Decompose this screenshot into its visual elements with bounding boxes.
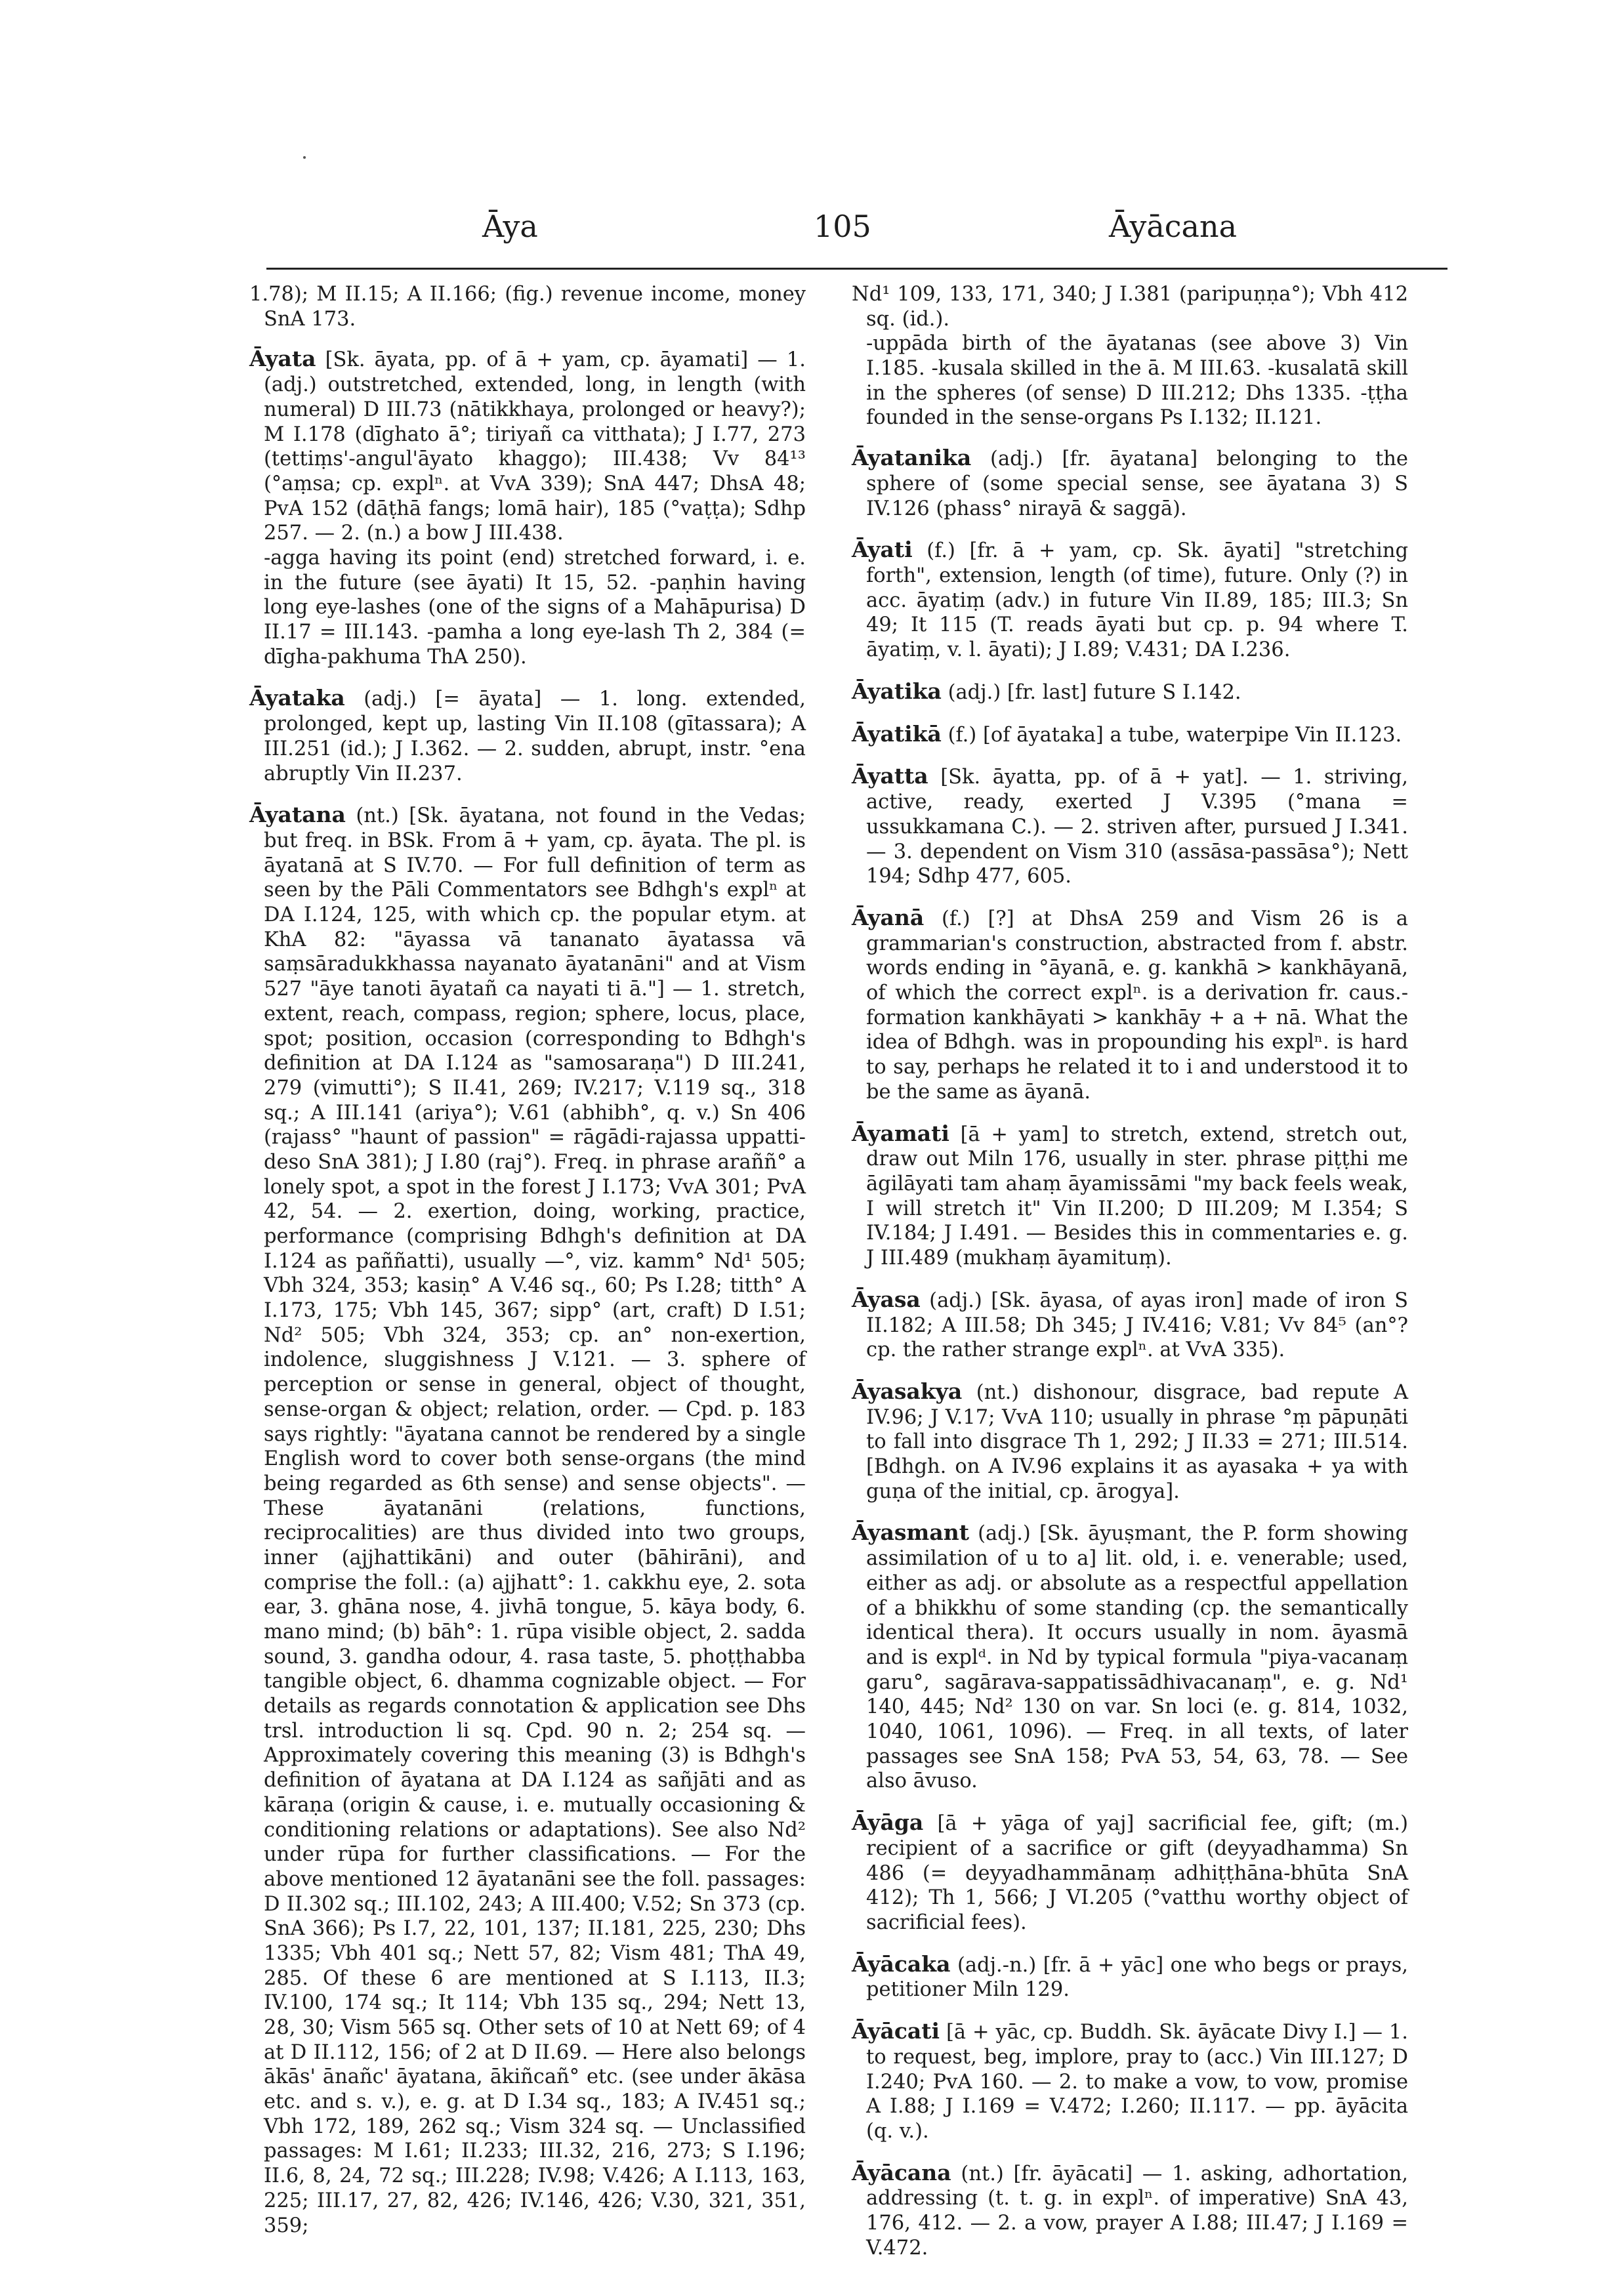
entry-paragraph: [852, 1287, 1408, 1363]
entry-text: (f.) [of āyataka] a tube, waterpipe Vin II.123.: [947, 723, 1402, 747]
dictionary-entry: [852, 1287, 1408, 1363]
entry-paragraph: [852, 1378, 1408, 1504]
entry-headword: Āyācati: [852, 2018, 940, 2044]
header-rule: [266, 268, 1447, 270]
dictionary-entry: [249, 282, 806, 331]
dictionary-entry: [852, 721, 1408, 748]
dictionary-entry: [852, 537, 1408, 663]
entry-text: (f.) [?] at DhsA 259 and Vism 26 is a grammarian's construction, abstracted from f. abstr. words ending in °āyanā, e. g. kankhā > kankhāyanā, of which the correct explⁿ. is a derivation fr. caus.-formation kankhāyati > kankhāy + a + nā. What the idea of Bdhgh. was in propounding his explⁿ. is hard to say, perhaps he related it to i and understood it to be the same as āyanā.: [866, 907, 1408, 1104]
entry-text: [ā + yam] to stretch, extend, stretch out, draw out Miln 176, usually in ster. phrase piṭṭhi me āgilāyati tam ahaṃ āyamissāmi "my back feels weak, I will stretch it" Vin II.200; D III.209; M I.354; S IV.184; J I.491. — Besides this in commentaries e. g. J III.489 (mukhaṃ āyamituṃ).: [866, 1123, 1408, 1270]
entry-paragraph: [852, 905, 1408, 1105]
entry-text: (adj.) [Sk. āyasa, of ayas iron] made of iron S II.182; A III.58; Dh 345; J IV.416; V.81; Vv 84⁵ (an°? cp. the rather strange explⁿ. at VvA 335).: [866, 1289, 1408, 1362]
entry-text: [ā + yāc, cp. Buddh. Sk. āyācate Divy I.] — 1. to request, beg, implore, pray to (acc.) Vin III.127; D I.240; PvA 160. — 2. to make a vow, to vow, promise A I.88; J I.169 = V.472; I.260; II.117. — pp. āyācita (q. v.).: [866, 2021, 1408, 2143]
left-column: [249, 282, 806, 2254]
entry-headword: Āyanā: [852, 904, 925, 930]
entry-headword: Āyasmant: [852, 1520, 969, 1546]
entry-text: (f.) [fr. ā + yam, cp. Sk. āyati] "stretching forth", extension, length (of time), future. Only (?) in acc. āyatiṃ (adv.) in future Vin II.89, 185; III.3; Sn 49; It 115 (T. reads āyati but cp. p. 94 where T. āyatiṃ, v. l. āyati); J I.89; V.431; DA I.236.: [866, 539, 1408, 662]
entry-headword: Āyati: [852, 537, 913, 563]
right-column: [852, 282, 1408, 2276]
page-speck: [303, 156, 306, 159]
entry-paragraph: [249, 802, 806, 2238]
dictionary-entry: [852, 445, 1408, 521]
dictionary-entry: [249, 802, 806, 2238]
page-number: 105: [814, 209, 871, 244]
entry-text: (adj.) [= āyata] — 1. long. extended, prolonged, kept up, lasting Vin II.108 (gītassara); A III.251 (id.); J I.362. — 2. sudden, abrupt, instr. °ena abruptly Vin II.237.: [264, 688, 806, 785]
entry-paragraph: [852, 763, 1408, 889]
dictionary-entry: [852, 1121, 1408, 1271]
entry-headword: Āyatanika: [852, 445, 972, 471]
entry-headword: Āyatikā: [852, 720, 942, 747]
entry-text: (adj.-n.) [fr. ā + yāc] one who begs or prays, petitioner Miln 129.: [866, 1953, 1408, 2002]
entry-headword: Āyasa: [852, 1286, 921, 1312]
entry-paragraph: [249, 546, 806, 669]
entry-headword: Āyāga: [852, 1809, 924, 1836]
dictionary-entry: [249, 685, 806, 786]
entry-headword: Āyamati: [852, 1120, 949, 1146]
entry-headword: Āyatana: [249, 802, 346, 828]
running-head-left: Āya: [482, 209, 538, 244]
dictionary-entry: [852, 1951, 1408, 2002]
entry-paragraph: [852, 2160, 1408, 2261]
dictionary-entry: [852, 1520, 1408, 1794]
entry-headword: Āyata: [249, 346, 316, 372]
entry-paragraph: [852, 721, 1408, 748]
dictionary-entry: [852, 282, 1408, 430]
dictionary-entry: [852, 678, 1408, 705]
entry-headword: Āyatta: [852, 763, 928, 789]
entry-text: (adj.) [Sk. āyuṣmant, the P. form showing assimilation of u to a] lit. old, i. e. venerable; used, either as adj. or absolute as a respectful appellation of a bhikkhu of some standing (cp. the semantically identical thera). It occurs usually in nom. āyasmā and is explᵈ. in Nd by typical formula "piya-vacanaṃ garu°, sagārava-sappatissādhivacanaṃ", e. g. Nd¹ 140, 445; Nd² 130 on var. Sn loci (e. g. 814, 1032, 1040, 1061, 1096). — Freq. in all texts, of later passages see SnA 158; PvA 53, 54, 63, 78. — See also āvuso.: [866, 1522, 1408, 1793]
entry-paragraph: [249, 685, 806, 786]
dictionary-entry: [852, 2018, 1408, 2144]
entry-text: 1.78); M II.15; A II.166; (fig.) revenue income, money SnA 173.: [249, 283, 806, 331]
entry-paragraph: [852, 678, 1408, 705]
dictionary-entry: [852, 1378, 1408, 1504]
entry-paragraph: [852, 1809, 1408, 1935]
entry-paragraph: [249, 346, 806, 546]
entry-text: -uppāda birth of the āyatanas (see above 3) Vin I.185. -kusala skilled in the ā. M III.63. -kusalatā skill in the spheres (of sense) D III.212; Dhs 1335. -ṭṭha founded in the sense-organs Ps I.132; II.121.: [866, 332, 1408, 430]
entry-text: [Sk. āyatta, pp. of ā + yat]. — 1. striving, active, ready, exerted J V.395 (°mana = ussukkamana C.). — 2. striven after, pursued J I.341. — 3. dependent on Vism 310 (assāsa-passāsa°); Nett 194; Sdhp 477, 605.: [866, 766, 1408, 888]
dictionary-entry: [852, 905, 1408, 1105]
entry-headword: Āyācana: [852, 2159, 951, 2185]
entry-text: [Sk. āyata, pp. of ā + yam, cp. āyamati] — 1. (adj.) outstretched, extended, long, in length (with numeral) D III.73 (nātikkhaya, prolonged or heavy?); M I.178 (dīghato ā°; tiriyañ ca vitthata); J I.77, 273 (tettiṃs'-angul'āyato khaggo); III.438; Vv 84¹³ (°aṃsa; cp. explⁿ. at VvA 339); SnA 447; DhsA 48; PvA 152 (dāṭhā fangs; lomā hair), 185 (°vaṭṭa); Sdhp 257. — 2. (n.) a bow J III.438.: [264, 348, 806, 545]
entry-paragraph: [852, 1520, 1408, 1794]
entry-text: (adj.) [fr. āyatana] belonging to the sphere of (some special sense, see āyatana 3) S IV.126 (phass° nirayā & saggā).: [866, 447, 1408, 520]
dictionary-entry: [852, 763, 1408, 889]
entry-paragraph: [852, 331, 1408, 430]
entry-text: (nt.) [fr. āyācati] — 1. asking, adhortation, addressing (t. t. g. in explⁿ. of imperative) SnA 43, 176, 412. — 2. a vow, prayer A I.88; III.47; J I.169 = V.472.: [866, 2162, 1409, 2260]
entry-paragraph: [852, 282, 1408, 331]
entry-text: -agga having its point (end) stretched forward, i. e. in the future (see āyati) It 15, 52. -paṇhin having long eye-lashes (one of the signs of a Mahāpurisa) D II.17 = III.143. -pamha a long eye-lash Th 2, 384 (= dīgha-pakhuma ThA 250).: [264, 546, 806, 669]
dictionary-entry: [852, 1809, 1408, 1935]
entry-paragraph: [852, 2018, 1408, 2144]
running-head-right: Āyācana: [1109, 209, 1238, 244]
dictionary-entry: [852, 2160, 1408, 2261]
entry-paragraph: [852, 445, 1408, 521]
entry-paragraph: [249, 282, 806, 331]
entry-headword: Āyācaka: [852, 1951, 951, 1977]
entry-headword: Āyataka: [249, 685, 345, 711]
entry-paragraph: [852, 1951, 1408, 2002]
entry-headword: Āyatika: [852, 678, 942, 704]
entry-text: [ā + yāga of yaj] sacrificial fee, gift; (m.) recipient of a sacrifice or gift (deyyadhamma) Sn 486 (= deyyadhammānaṃ adhiṭṭhāna-bhūta SnA 412); Th 1, 566; J VI.205 (°vatthu worthy object of sacrificial fees).: [866, 1812, 1408, 1934]
entry-text: Nd¹ 109, 133, 171, 340; J I.381 (paripuṇṇa°); Vbh 412 sq. (id.).: [852, 283, 1408, 331]
entry-text: (nt.) dishonour, disgrace, bad repute A IV.96; J V.17; VvA 110; usually in phrase °ṃ pāpuṇāti to fall into disgrace Th 1, 292; J II.33 = 271; III.514. [Bdhgh. on A IV.96 explains it as ayasaka + ya with guṇa of the initial, cp. ārogya].: [866, 1380, 1408, 1503]
dictionary-entry: [249, 346, 806, 669]
entry-text: (adj.) [fr. last] future S I.142.: [947, 680, 1241, 704]
entry-text: (nt.) [Sk. āyatana, not found in the Vedas; but freq. in BSk. From ā + yam, cp. āyata. The pl. is āyatanā at S IV.70. — For full definition of term as seen by the Pāli Commentators see Bdhgh's explⁿ at DA I.124, 125, with which cp. the popular etym. at KhA 82: "āyassa vā tananato āyatassa vā saṃsāradukkhassa nayanato āyatanāni" and at Vism 527 "āye tanoti āyatañ ca nayati ti ā."] — 1. stretch, extent, reach, compass, region; sphere, locus, place, spot; position, occasion (corresponding to Bdhgh's definition at DA I.124 as "samosaraṇa") D III.241, 279 (vimutti°); S II.41, 269; IV.217; V.119 sq., 318 sq.; A III.141 (ariya°); V.61 (abhibh°, q. v.) Sn 406 (rajass° "haunt of passion" = rāgādi-rajassa uppatti-deso SnA 381); J I.80 (raj°). Freq. in phrase araññ° a lonely spot, a spot in the forest J I.173; VvA 301; PvA 42, 54. — 2. exertion, doing, working, practice, performance (comprising Bdhgh's definition at DA I.124 as paññatti), usually —°, viz. kamm° Nd¹ 505; Vbh 324, 353; kasiṇ° A V.46 sq., 60; Ps I.28; titth° A I.173, 175; Vbh 145, 367; sipp° (art, craft) D I.51; Nd² 505; Vbh 324, 353; cp. an° non-exertion, indolence, sluggishness J V.121. — 3. sphere of perception or sense in general, object of thought, sense-organ & object; relation, order. — Cpd. p. 183 says rightly: "āyatana cannot be rendered by a single English word to cover both sense-organs (the mind being regarded as 6th sense) and sense objects". — These āyatanāni (relations, functions, reciprocalities) are thus divided into two groups, inner (ajjhattikāni) and outer (bāhirāni), and comprise the foll.: (a) ajjhatt°: 1. cakkhu eye, 2. sota ear, 3. ghāna nose, 4. jivhā tongue, 5. kāya body, 6. mano mind; (b) bāh°: 1. rūpa visible object, 2. sadda sound, 3. gandha odour, 4. rasa taste, 5. phoṭṭhabba tangible object, 6. dhamma cognizable object. — For details as regards connotation & application see Dhs trsl. introduction li sq. Cpd. 90 n. 2; 254 sq. — Approximately covering this meaning (3) is Bdhgh's definition of āyatana at DA I.124 as sañjāti and as kāraṇa (origin & cause, i. e. mutually occasioning & conditioning relations or adaptations). See also Nd² under rūpa for further classifications. — For the above mentioned 12 āyatanāni see the foll. passages: D II.302 sq.; III.102, 243; A III.400; V.52; Sn 373 (cp. SnA 366); Ps I.7, 22, 101, 137; II.181, 225, 230; Dhs 1335; Vbh 401 sq.; Nett 57, 82; Vism 481; ThA 49, 285. Of these 6 are mentioned at S I.113, II.3; IV.100, 174 sq.; It 114; Vbh 135 sq., 294; Nett 13, 28, 30; Vism 565 sq. Other sets of 10 at Nett 69; of 4 at D II.112, 156; of 2 at D II.69. — Here also belongs ākās' ānañc' āyatana, ākiñcañ° etc. (see under ākāsa etc. and s. v.), e. g. at D I.34 sq., 183; A IV.451 sq.; Vbh 172, 189, 262 sq.; Vism 324 sq. — Unclassified passages: M I.61; II.233; III.32, 216, 273; S I.196; II.6, 8, 24, 72 sq.; III.228; IV.98; V.426; A I.113, 163, 225; III.17, 27, 82, 426; IV.146, 426; V.30, 321, 351, 359;: [264, 804, 806, 2237]
entry-paragraph: [852, 537, 1408, 663]
entry-headword: Āyasakya: [852, 1378, 963, 1404]
entry-paragraph: [852, 1121, 1408, 1271]
